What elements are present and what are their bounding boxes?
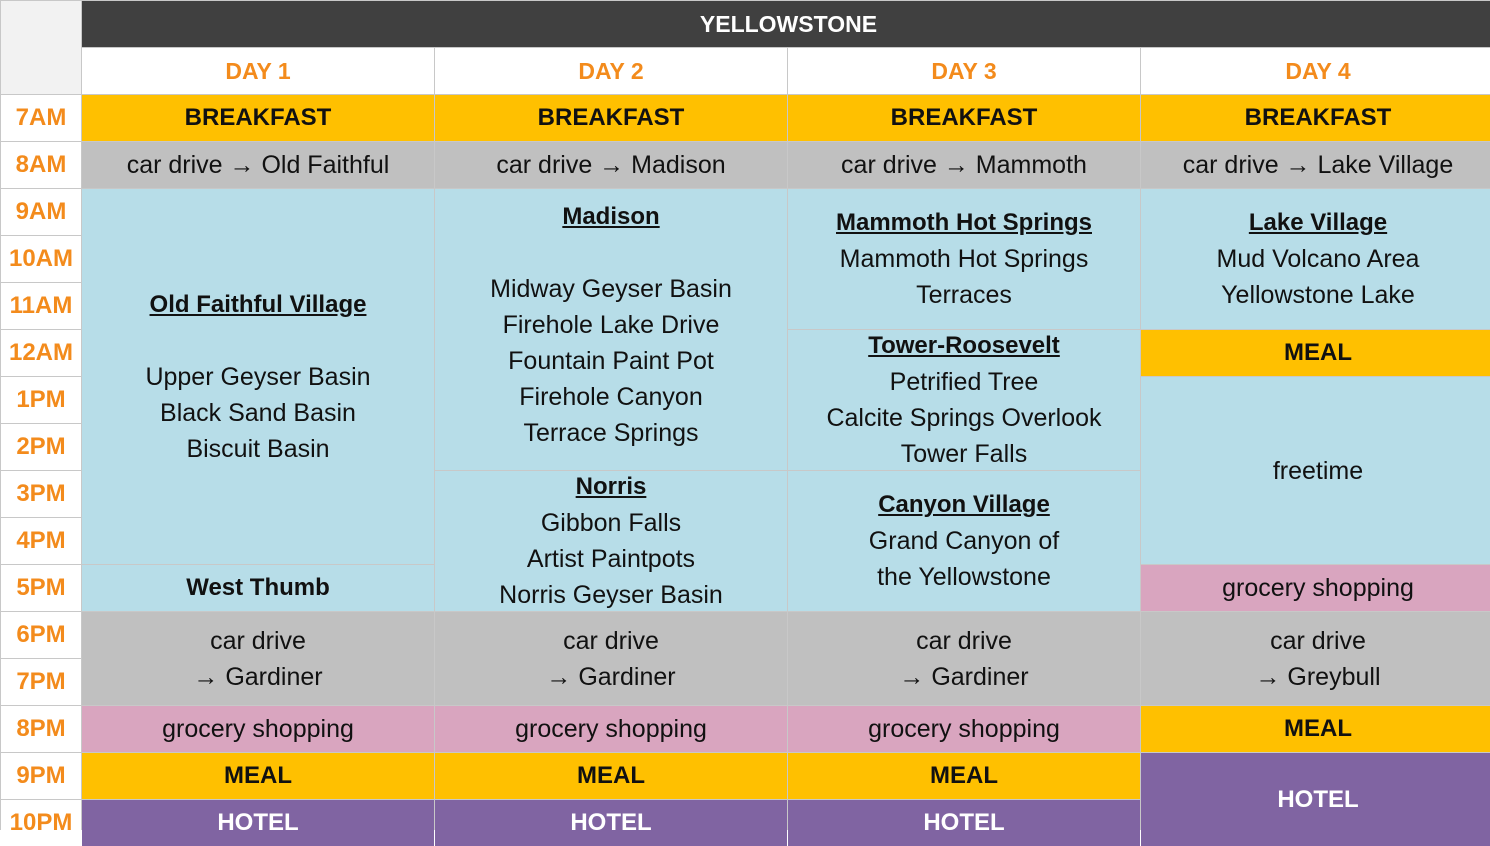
day4-hotel: HOTEL (1141, 753, 1490, 846)
block-heading: Tower-Roosevelt (868, 332, 1060, 359)
block-item: Norris Geyser Basin (499, 581, 723, 609)
day2-grocery: grocery shopping (435, 706, 787, 752)
drive-destination: → Greybull (1255, 662, 1381, 691)
day3-activity-block-2 (788, 330, 1140, 470)
day3-hotel: HOTEL (788, 800, 1140, 846)
time-label: 3PM (1, 471, 81, 517)
drive-destination: → Gardiner (193, 662, 323, 691)
time-label: 4PM (1, 518, 81, 564)
block-heading: Madison (562, 203, 660, 230)
day-header-2: DAY 2 (435, 48, 787, 94)
time-label: 8PM (1, 706, 81, 752)
day2-evening-drive (435, 612, 787, 705)
corner-cell (1, 1, 81, 94)
block-item: Petrified Tree (889, 368, 1039, 396)
block-item: Fountain Paint Pot (508, 347, 714, 375)
time-label: 7AM (1, 95, 81, 141)
day1-morning-drive: car drive → Old Faithful (82, 142, 434, 188)
time-label: 9PM (1, 753, 81, 799)
day4-breakfast: BREAKFAST (1141, 95, 1490, 141)
day4-meal: MEAL (1141, 706, 1490, 752)
time-label: 12AM (1, 330, 81, 376)
day-header-4: DAY 4 (1141, 48, 1490, 94)
block-heading: Norris (575, 473, 647, 500)
day-header-1: DAY 1 (82, 48, 434, 94)
table-title: YELLOWSTONE (82, 1, 1490, 47)
block-item: Terrace Springs (523, 419, 699, 447)
block-item: the Yellowstone (877, 563, 1051, 591)
block-item: Mammoth Hot Springs (839, 245, 1089, 273)
block-item: Black Sand Basin (160, 398, 356, 427)
block-item: Grand Canyon of (868, 527, 1060, 555)
day1-activity-block (82, 189, 434, 564)
day4-lunch-meal: MEAL (1141, 330, 1490, 376)
block-item: Upper Geyser Basin (145, 362, 371, 391)
block-item: Midway Geyser Basin (490, 275, 732, 303)
day1-breakfast: BREAKFAST (82, 95, 434, 141)
time-label: 6PM (1, 612, 81, 658)
time-label: 9AM (1, 189, 81, 235)
time-label: 10PM (1, 800, 81, 846)
block-item: Yellowstone Lake (1221, 281, 1415, 309)
day4-activity-block-1 (1141, 189, 1490, 329)
time-label: 10AM (1, 236, 81, 282)
block-heading: Lake Village (1248, 209, 1388, 236)
day2-activity-block-1 (435, 189, 787, 470)
day1-hotel: HOTEL (82, 800, 434, 846)
block-item: Artist Paintpots (526, 545, 696, 573)
block-heading: Old Faithful Village (149, 290, 367, 318)
time-label: 8AM (1, 142, 81, 188)
drive-label: car drive (916, 626, 1012, 655)
day4-morning-drive: car drive → Lake Village (1141, 142, 1490, 188)
day3-activity-block-1 (788, 189, 1140, 329)
day4-evening-drive (1141, 612, 1490, 705)
block-item: Gibbon Falls (540, 509, 682, 537)
drive-destination: → Gardiner (546, 662, 676, 691)
time-label: 5PM (1, 565, 81, 611)
day4-grocery: grocery shopping (1141, 565, 1490, 611)
time-label: 1PM (1, 377, 81, 423)
block-item: Terraces (916, 281, 1012, 309)
day3-breakfast: BREAKFAST (788, 95, 1140, 141)
time-label: 7PM (1, 659, 81, 705)
day3-grocery: grocery shopping (788, 706, 1140, 752)
block-item: Firehole Canyon (519, 383, 703, 411)
drive-label: car drive (563, 626, 659, 655)
day1-evening-drive (82, 612, 434, 705)
day2-hotel: HOTEL (435, 800, 787, 846)
block-item: Firehole Lake Drive (502, 311, 720, 339)
block-heading: Mammoth Hot Springs (836, 209, 1092, 236)
day1-meal: MEAL (82, 753, 434, 799)
day1-west-thumb: West Thumb (82, 565, 434, 611)
block-item: Biscuit Basin (186, 434, 330, 463)
drive-label: car drive (210, 626, 306, 655)
time-label: 2PM (1, 424, 81, 470)
block-item: Calcite Springs Overlook (826, 404, 1102, 432)
block-heading: Canyon Village (878, 491, 1050, 518)
day3-evening-drive (788, 612, 1140, 705)
day1-grocery: grocery shopping (82, 706, 434, 752)
day3-activity-block-3 (788, 471, 1140, 611)
day2-activity-block-2 (435, 471, 787, 611)
block-item: Tower Falls (900, 440, 1028, 468)
day2-meal: MEAL (435, 753, 787, 799)
time-label: 11AM (1, 283, 81, 329)
day2-breakfast: BREAKFAST (435, 95, 787, 141)
day3-meal: MEAL (788, 753, 1140, 799)
block-item: Mud Volcano Area (1216, 245, 1420, 273)
drive-label: car drive (1270, 626, 1366, 655)
day3-morning-drive: car drive → Mammoth (788, 142, 1140, 188)
day4-freetime: freetime (1141, 377, 1490, 564)
day2-morning-drive: car drive → Madison (435, 142, 787, 188)
drive-destination: → Gardiner (899, 662, 1029, 691)
day-header-3: DAY 3 (788, 48, 1140, 94)
